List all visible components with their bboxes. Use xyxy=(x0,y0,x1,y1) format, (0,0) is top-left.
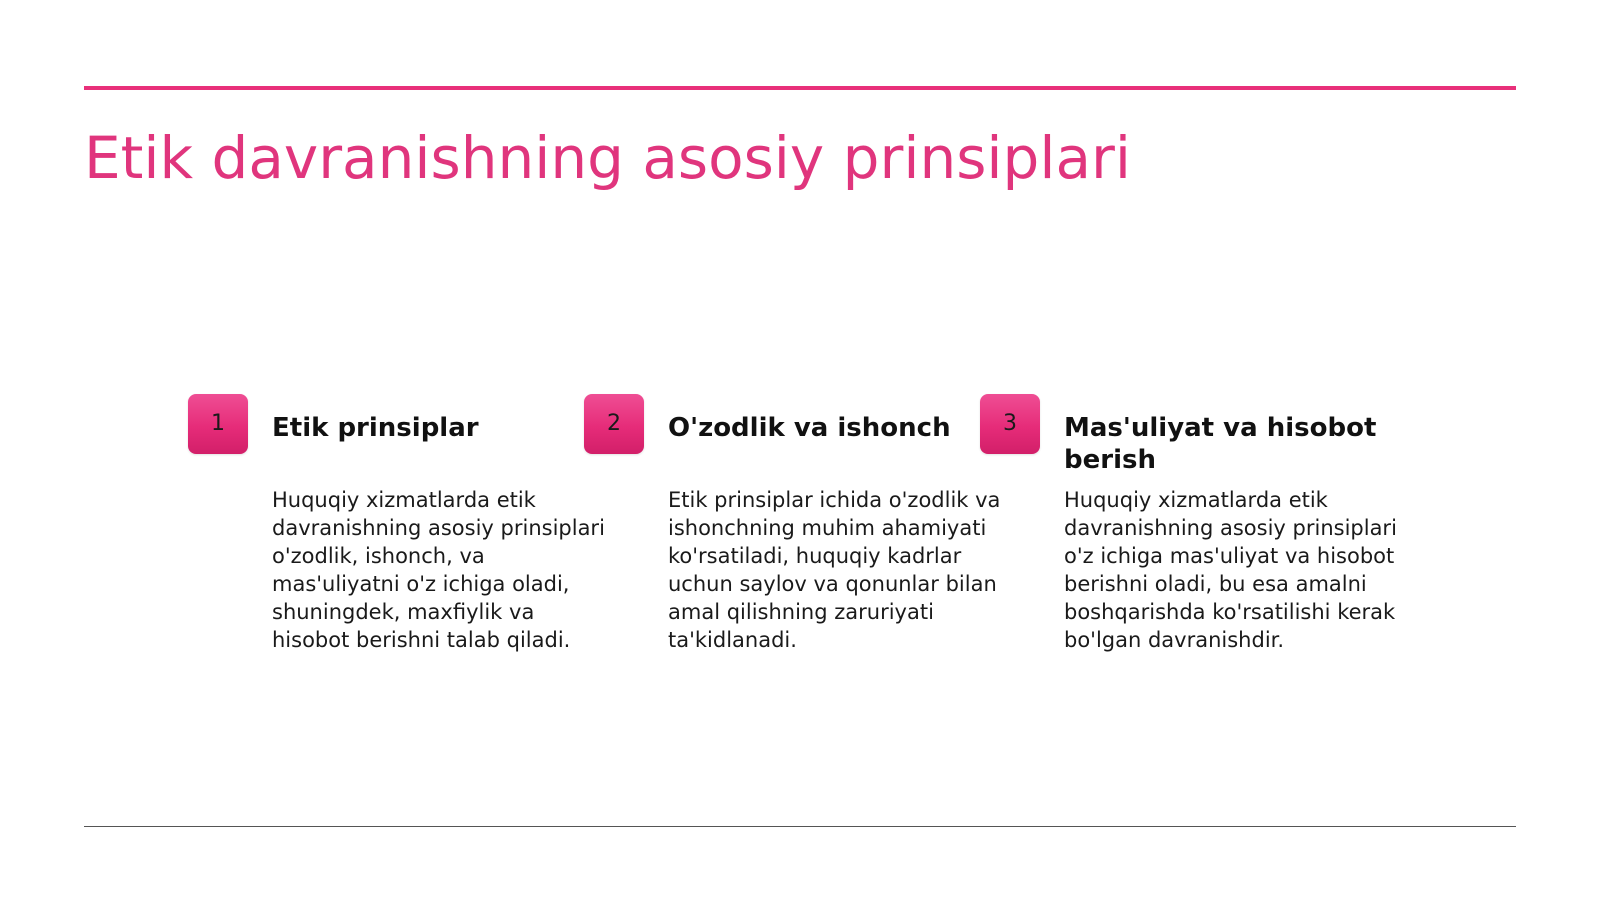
card-body-1: Huquqiy xizmatlarda etik davranishning asosiy prinsiplari o'zodlik, ishonch, va mas'uliyatni o'z ichiga oladi, shuningdek, maxfiylik va hisobot berishni talab qiladi. xyxy=(272,488,605,652)
card-heading-3: Mas'uliyat va hisobot berish xyxy=(1064,413,1377,475)
card-heading-1: Etik prinsiplar xyxy=(272,413,479,443)
card-body-3: Huquqiy xizmatlarda etik davranishning asosiy prinsiplari o'z ichiga mas'uliyat va hisobot berishni oladi, bu esa amalni boshqarishda ko'rsatilishi kerak bo'lgan davranishdir. xyxy=(1064,488,1397,652)
principle-card-3 xyxy=(980,394,1397,694)
principle-card-1 xyxy=(188,394,605,694)
number-badge-1: 1 xyxy=(188,394,248,454)
card-body-2: Etik prinsiplar ichida o'zodlik va ishonchning muhim ahamiyati ko'rsatiladi, huquqiy kadrlar uchun saylov va qonunlar bilan amal qilishning zaruriyati ta'kidlanadi. xyxy=(668,488,1001,652)
top-accent-rule xyxy=(84,86,1516,90)
principle-card-2 xyxy=(584,394,1001,694)
card-heading-2: O'zodlik va ishonch xyxy=(668,413,951,443)
number-badge-2: 2 xyxy=(584,394,644,454)
number-badge-3: 3 xyxy=(980,394,1040,454)
slide-title: Etik davranishning asosiy prinsiplari xyxy=(84,124,1131,192)
bottom-divider xyxy=(84,826,1516,827)
